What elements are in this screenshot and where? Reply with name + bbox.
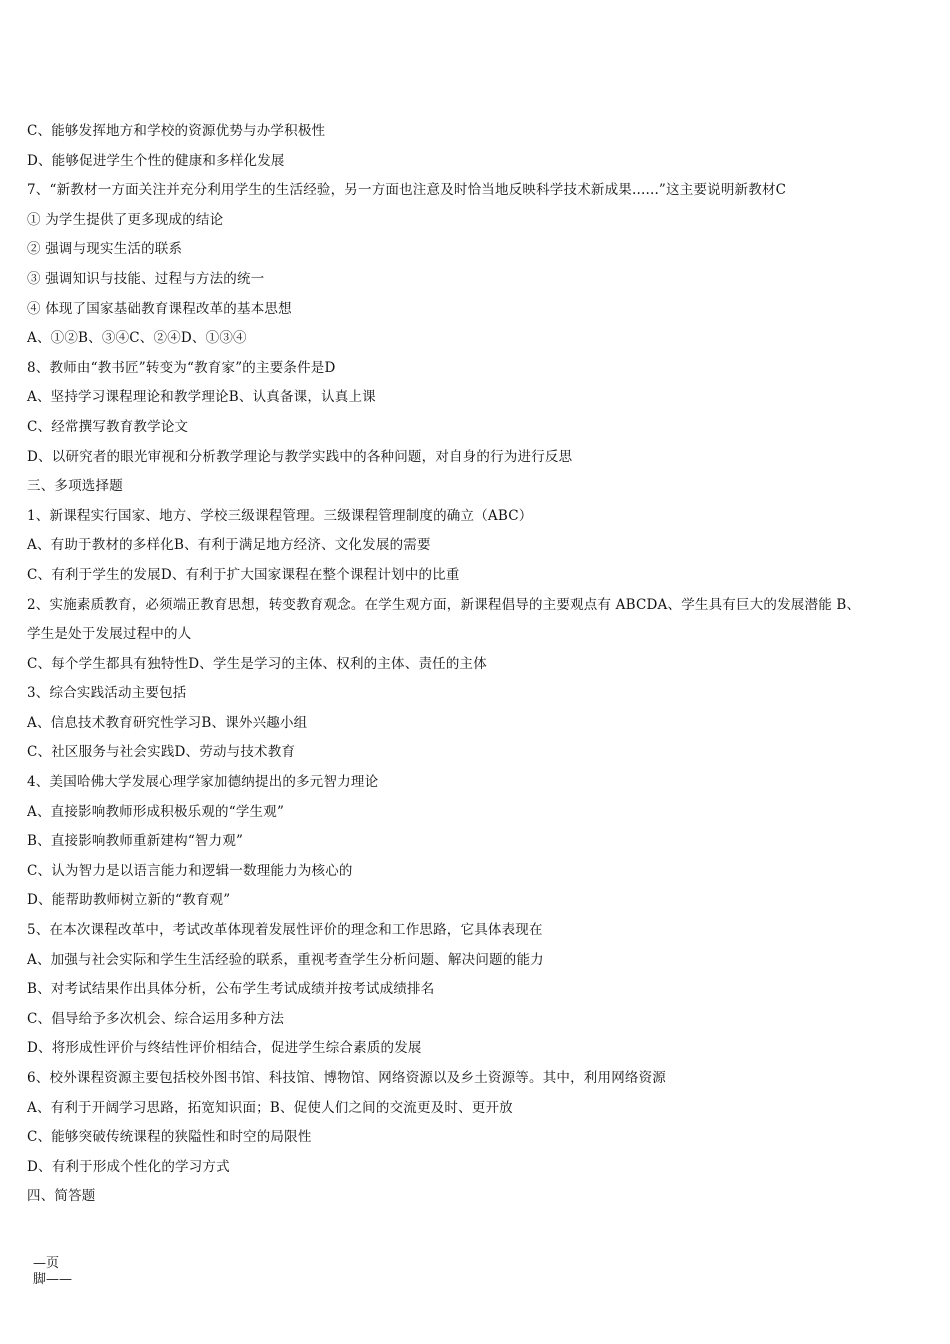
section-heading-short-answer: 四、简答题 [27, 1188, 96, 1205]
mc-question-4: 4、美国哈佛大学发展心理学家加德纳提出的多元智力理论 [27, 774, 379, 791]
mc4-choice-c: C、认为智力是以语言能力和逻辑一数理能力为核心的 [27, 862, 353, 879]
q8-choice-c: C、经常撰写教育教学论文 [27, 418, 189, 435]
mc1-choices-cd: C、有利于学生的发展D、有利于扩大国家课程在整个课程计划中的比重 [27, 566, 460, 583]
mc-question-1: 1、新课程实行国家、地方、学校三级课程管理。三级课程管理制度的确立（ABC） [27, 507, 533, 524]
mc6-choice-c: C、能够突破传统课程的狭隘性和时空的局限性 [27, 1129, 312, 1146]
mc4-choice-b: B、直接影响教师重新建构“智力观” [27, 833, 244, 850]
q7-choices: A、①②B、③④C、②④D、①③④ [27, 330, 247, 347]
footer-line-2: 脚—— [33, 1272, 73, 1287]
question-7: 7、“新教材一方面关注并充分利用学生的生活经验，另一方面也注意及时恰当地反映科学技术新成果......”这主要说明新教材C [27, 182, 787, 199]
line-d-individual-development: D、能够促进学生个性的健康和多样化发展 [27, 152, 285, 169]
q7-option-3: ③ 强调知识与技能、过程与方法的统一 [27, 270, 265, 287]
q8-choice-d: D、以研究者的眼光审视和分析教学理论与教学实践中的各种问题，对自身的行为进行反思 [27, 448, 573, 465]
mc-question-2: 2、实施素质教育，必须端正教育思想，转变教育观念。在学生观方面，新课程倡导的主要观点有 ABCDA、学生具有巨大的发展潜能 B、 [27, 596, 861, 613]
question-8: 8、教师由“教书匠”转变为“教育家”的主要条件是D [27, 359, 336, 376]
mc-question-3: 3、综合实践活动主要包括 [27, 685, 187, 702]
mc2-choices-cd: C、每个学生都具有独特性D、学生是学习的主体、权利的主体、责任的主体 [27, 655, 487, 672]
mc5-choice-b: B、对考试结果作出具体分析，公布学生考试成绩并按考试成绩排名 [27, 981, 435, 998]
mc5-choice-d: D、将形成性评价与终结性评价相结合，促进学生综合素质的发展 [27, 1040, 422, 1057]
q7-option-4: ④ 体现了国家基础教育课程改革的基本思想 [27, 300, 292, 317]
mc6-choices-ab: A、有利于开阔学习思路，拓宽知识面；B、促使人们之间的交流更及时、更开放 [27, 1099, 513, 1116]
q7-option-1: ① 为学生提供了更多现成的结论 [27, 211, 224, 228]
mc-question-6: 6、校外课程资源主要包括校外图书馆、科技馆、博物馆、网络资源以及乡土资源等。其中，利用网络资源 [27, 1070, 666, 1086]
footer-line-1: —页 [33, 1256, 60, 1271]
mc4-choice-d: D、能帮助教师树立新的“教育观” [27, 892, 231, 909]
line-c-resource-advantage: C、能够发挥地方和学校的资源优势与办学积极性 [27, 123, 326, 139]
mc-question-5: 5、在本次课程改革中，考试改革体现着发展性评价的理念和工作思路，它具体表现在 [27, 922, 543, 939]
mc3-choices-cd: C、社区服务与社会实践D、劳动与技术教育 [27, 744, 296, 761]
document-body [27, 121, 907, 1216]
section-heading-multiple-choice: 三、多项选择题 [27, 478, 123, 495]
mc5-choice-c: C、倡导给予多次机会、综合运用多种方法 [27, 1010, 285, 1027]
q8-choices-ab: A、坚持学习课程理论和教学理论B、认真备课，认真上课 [27, 389, 376, 406]
mc4-choice-a: A、直接影响教师形成积极乐观的“学生观” [27, 803, 285, 820]
mc3-choices-ab: A、信息技术教育研究性学习B、课外兴趣小组 [27, 714, 308, 731]
mc1-choices-ab: A、有助于教材的多样化B、有利于满足地方经济、文化发展的需要 [27, 537, 431, 554]
mc5-choice-a: A、加强与社会实际和学生生活经验的联系，重视考查学生分析问题、解决问题的能力 [27, 951, 544, 968]
mc2-continuation: 学生是处于发展过程中的人 [27, 626, 192, 643]
q7-option-2: ② 强调与现实生活的联系 [27, 241, 183, 258]
mc6-choice-d: D、有利于形成个性化的学习方式 [27, 1158, 230, 1175]
page-footer [33, 1256, 72, 1288]
